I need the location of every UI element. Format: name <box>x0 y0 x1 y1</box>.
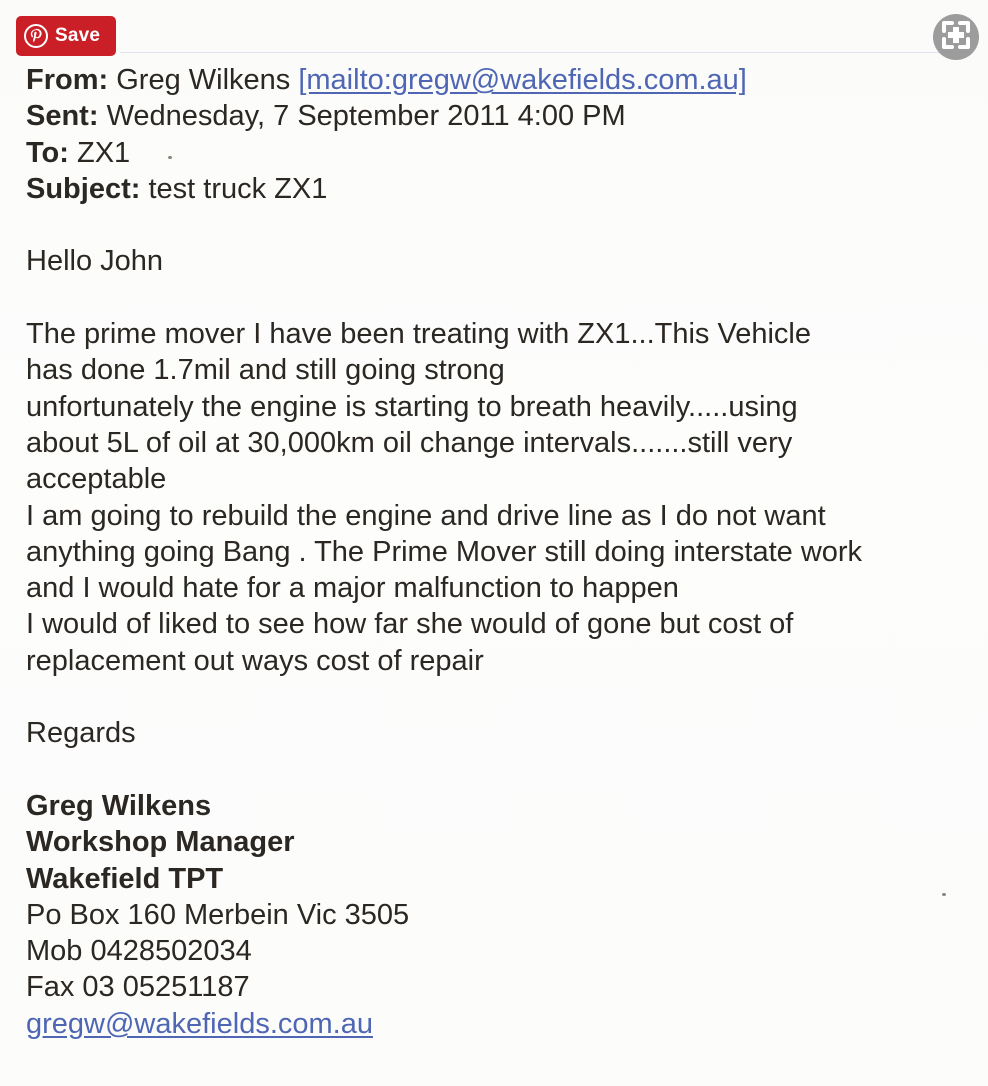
header-rule <box>120 52 940 53</box>
signature-title: Workshop Manager <box>26 826 295 859</box>
body-line: has done 1.7mil and still going strong <box>26 354 505 387</box>
blank-line <box>26 752 966 788</box>
closing: Regards <box>26 717 136 750</box>
signature-name: Greg Wilkens <box>26 789 212 822</box>
subject-label: Subject: <box>26 172 141 205</box>
body-line: anything going Bang . The Prime Mover still doing interstate work <box>26 535 863 568</box>
expand-icon <box>940 19 972 56</box>
email-subject-line <box>26 171 966 207</box>
from-name: Greg Wilkens <box>116 64 291 96</box>
signature-block <box>26 788 966 1042</box>
signature-email-link[interactable]: gregw@wakefields.com.au <box>26 1007 373 1040</box>
from-mailto-link[interactable]: [mailto:gregw@wakefields.com.au] <box>298 64 747 96</box>
body-line: unfortunately the engine is starting to breath heavily.....using <box>26 390 798 423</box>
body-line: acceptable <box>26 463 167 496</box>
body-line: and I would hate for a major malfunction to happen <box>26 572 679 605</box>
signature-email <box>26 1006 966 1042</box>
from-label: From: <box>26 64 109 96</box>
scan-speck <box>168 156 172 159</box>
blank-line <box>26 679 966 715</box>
subject-value: test truck ZX1 <box>148 172 328 205</box>
sent-value: Wednesday, 7 September 2011 4:00 PM <box>106 100 626 133</box>
to-value: ZX1 <box>77 136 131 169</box>
to-label: To: <box>26 136 69 169</box>
pinterest-icon <box>24 24 48 48</box>
blank-line <box>26 280 966 316</box>
email-sent-line <box>26 98 966 134</box>
signature-company: Wakefield TPT <box>26 862 224 895</box>
save-button-label: Save <box>55 25 101 46</box>
sent-label: Sent: <box>26 100 99 133</box>
signature-mobile: Mob 0428502034 <box>26 935 252 968</box>
greeting: Hello John <box>26 245 164 278</box>
signature-address: Po Box 160 Merbein Vic 3505 <box>26 898 410 931</box>
body-line: The prime mover I have been treating with ZX1...This Vehicle <box>26 318 811 351</box>
scan-speck <box>942 893 946 896</box>
pinterest-save-button[interactable] <box>16 16 116 56</box>
body-line: about 5L of oil at 30,000km oil change intervals.......still very <box>26 426 793 459</box>
email-from-line <box>26 62 966 98</box>
expand-image-button[interactable] <box>933 14 979 60</box>
signature-fax: Fax 03 05251187 <box>26 971 250 1004</box>
body-line: I would of liked to see how far she would of gone but cost of <box>26 608 794 641</box>
body-line: I am going to rebuild the engine and drive line as I do not want <box>26 499 826 532</box>
email-content <box>26 62 966 1042</box>
blank-line <box>26 207 966 243</box>
email-body <box>26 316 966 679</box>
body-line: replacement out ways cost of repair <box>26 644 484 677</box>
email-to-line <box>26 135 966 171</box>
